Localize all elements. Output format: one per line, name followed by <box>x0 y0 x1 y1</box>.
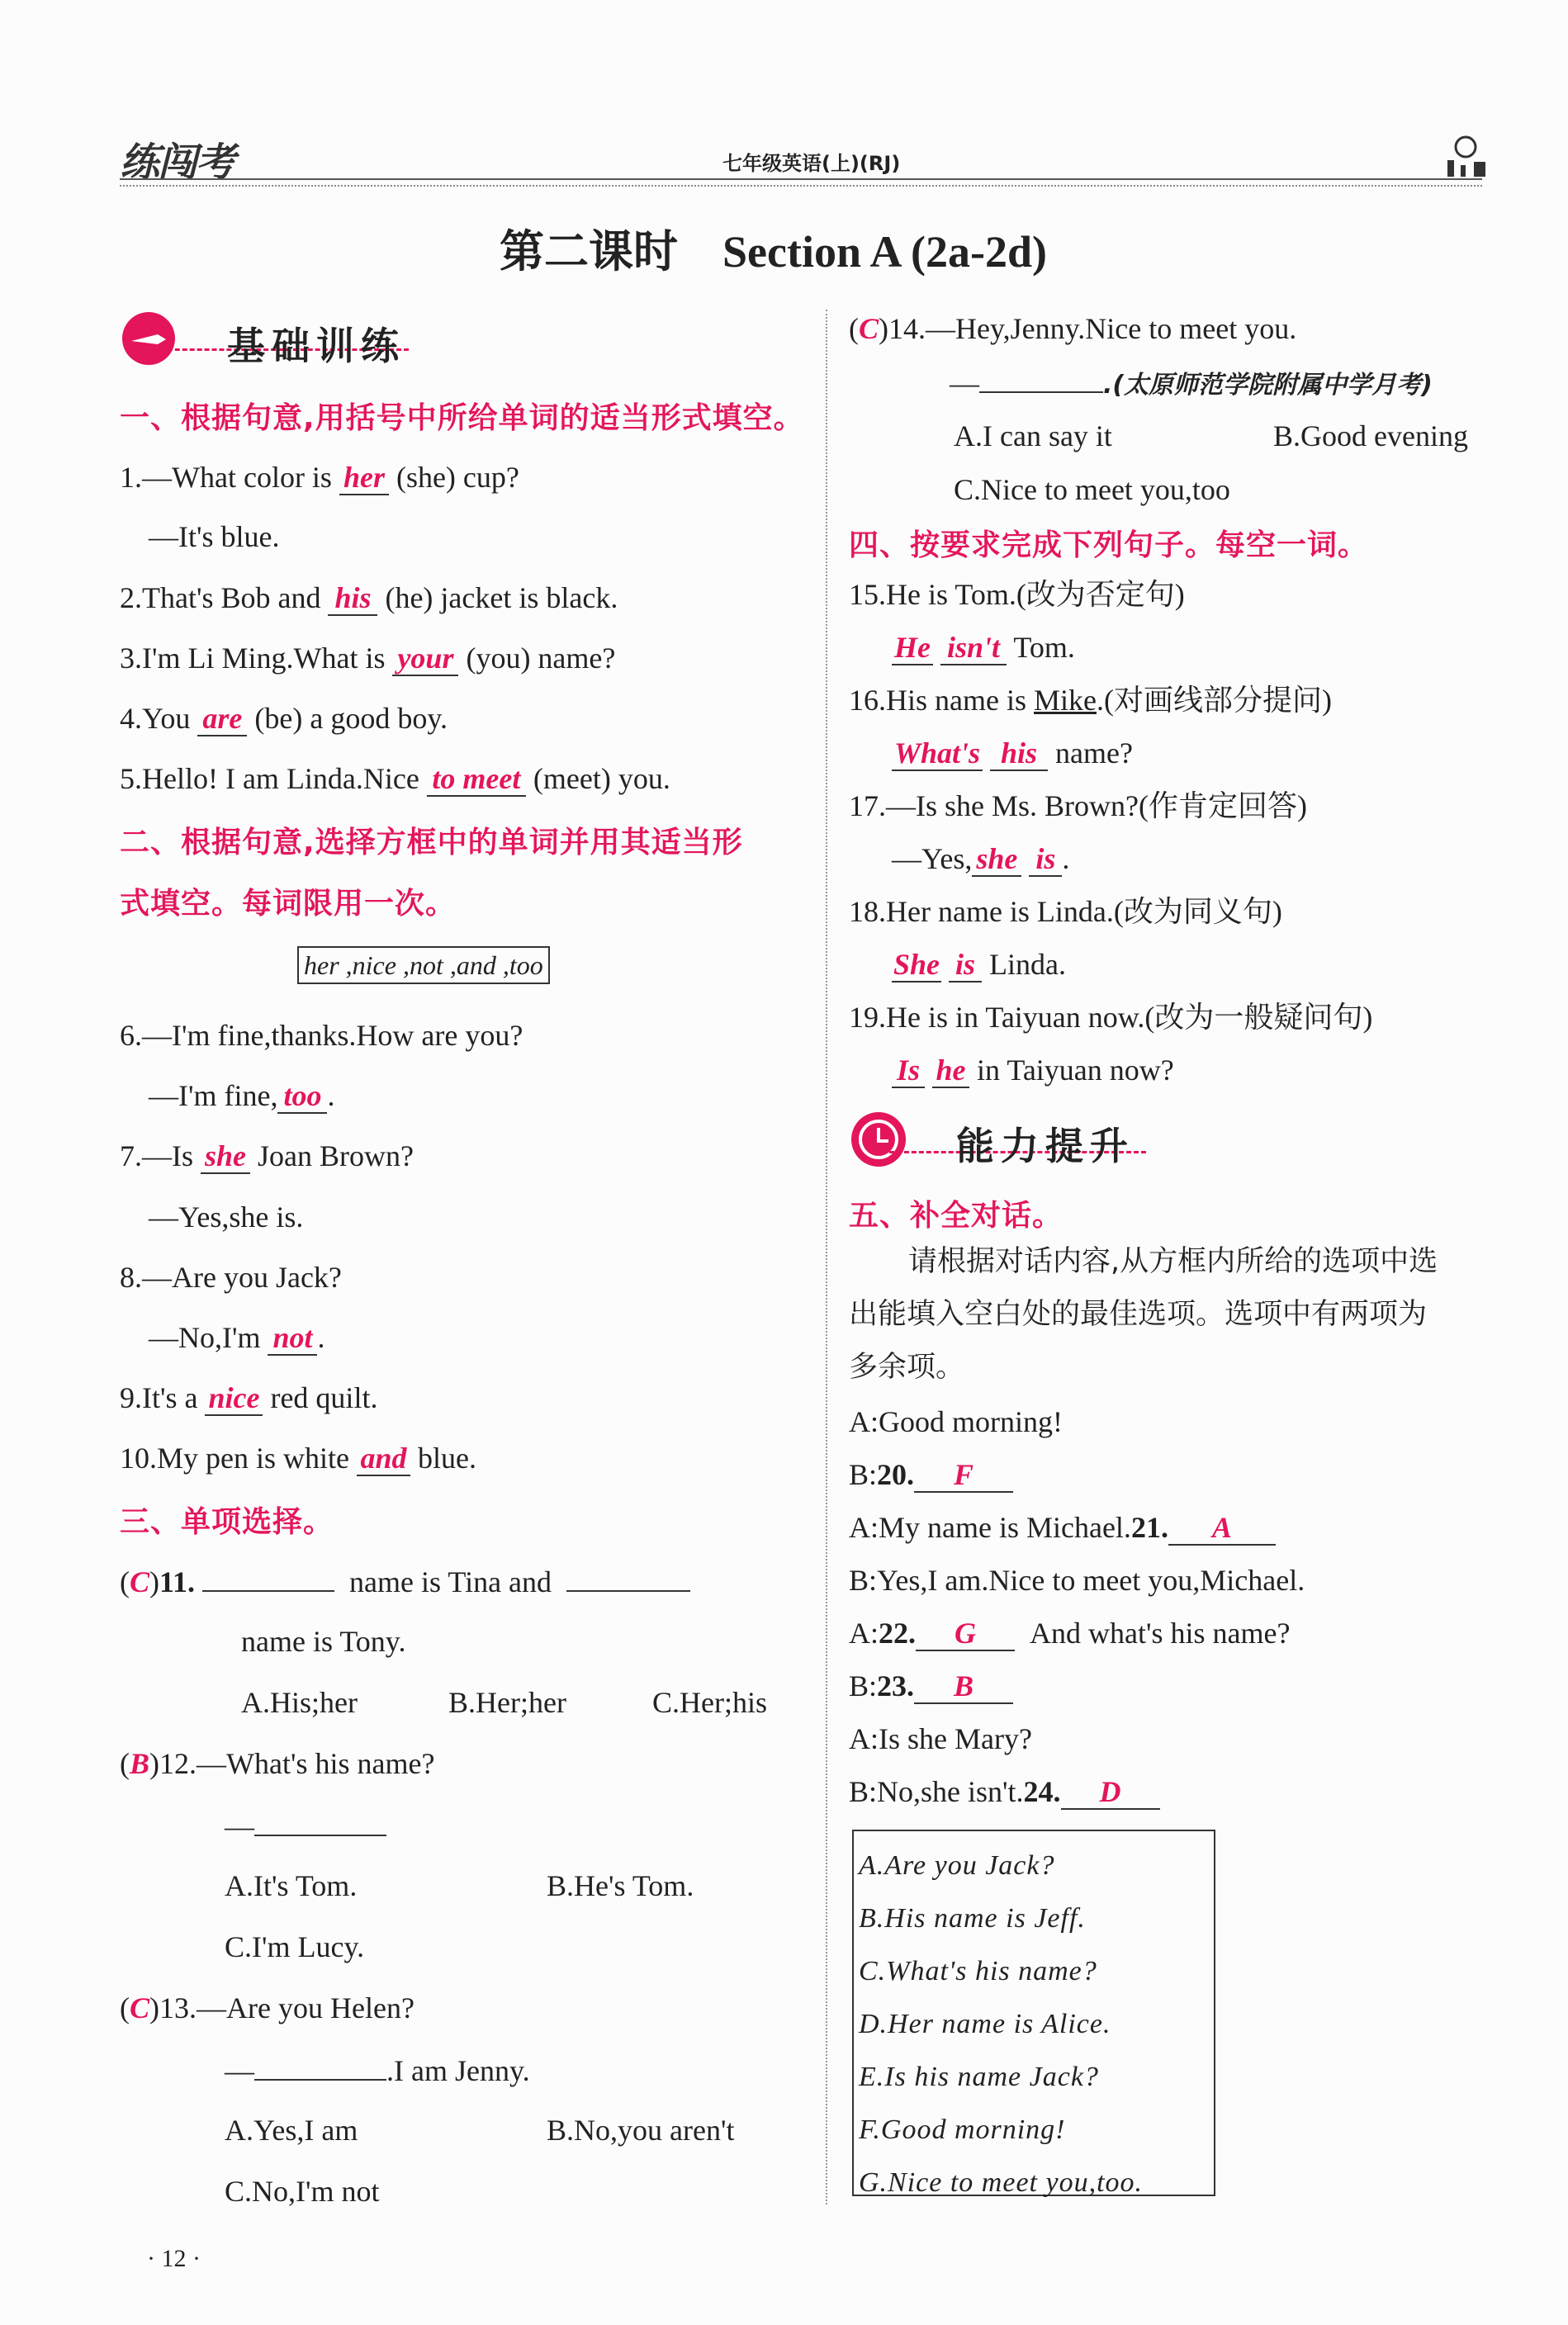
part5-desc-1: 请根据对话内容,从方框内所给的选项中选 <box>908 1245 1438 1278</box>
q15-stem: 15.He is Tom.(改为否定句) <box>849 578 1185 611</box>
answer: He <box>894 631 931 664</box>
q10-line: 10.My pen is white and blue. <box>120 1442 476 1475</box>
dialog-line-4: B:Yes,I am.Nice to meet you,Michael. <box>849 1564 1305 1597</box>
q15-answer-line: He isn't Tom. <box>892 629 1075 665</box>
dialog-line-2: B:20. F <box>849 1456 1013 1493</box>
part2-instruction-1: 二、根据句意,选择方框中的单词并用其适当形 <box>120 826 743 859</box>
option-g: G.Nice to meet you,too. <box>859 2167 1144 2198</box>
q12-reply: — <box>225 1806 386 1844</box>
dialog-line-7: A:Is she Mary? <box>849 1722 1032 1755</box>
part1-instruction: 一、根据句意,用括号中所给单词的适当形式填空。 <box>120 401 804 435</box>
q3-line: 3.I'm Li Ming.What is your (you) name? <box>120 642 616 675</box>
q11-opt-c: C.Her;his <box>652 1686 767 1719</box>
answer: her <box>343 461 385 494</box>
answer: she <box>204 1139 246 1172</box>
header-ornament-icon <box>1441 132 1490 178</box>
q18-answer-line: She is Linda. <box>893 948 1066 981</box>
q17-stem: 17.—Is she Ms. Brown?(作肯定回答) <box>849 789 1307 822</box>
answer: not <box>272 1321 313 1354</box>
q12-opt-c: C.I'm Lucy. <box>225 1930 365 1963</box>
answer: and <box>360 1442 407 1475</box>
part2-instruction-2: 式填空。每词限用一次。 <box>120 887 457 921</box>
section-heading: 能力提升 <box>956 1124 1135 1168</box>
answer: D <box>1099 1775 1121 1808</box>
q11-line2: name is Tony. <box>241 1625 406 1658</box>
choice-answer: C <box>130 1991 150 2024</box>
q14-opt-c: C.Nice to meet you,too <box>954 473 1230 506</box>
q14-opt-a: A.I can say it <box>954 419 1112 452</box>
q8-reply: —No,I'm not . <box>149 1321 325 1354</box>
dialog-line-3: A:My name is Michael.21. A <box>849 1509 1276 1546</box>
page-number: · 12 · <box>147 2245 201 2272</box>
choice-answer: B <box>130 1747 150 1780</box>
q12-opt-a: A.It's Tom. <box>225 1869 358 1902</box>
q14-reply: — .(太原师范学院附属中学月考) <box>950 363 1433 404</box>
answer: nice <box>208 1381 260 1414</box>
q7-line: 7.—Is she Joan Brown? <box>120 1139 414 1172</box>
q4-line: 4.You are (be) a good boy. <box>120 702 448 735</box>
answer: is <box>1035 842 1056 875</box>
q11-line: (C)11. name is Tina and <box>120 1562 690 1600</box>
q17-answer-line: —Yes, she is . <box>892 842 1070 875</box>
q19-answer-line: Is he in Taiyuan now? <box>892 1052 1174 1088</box>
q13-opt-b: B.No,you aren't <box>547 2114 735 2147</box>
dialog-line-1: A:Good morning! <box>849 1405 1063 1438</box>
lesson-title: 第二课时 Section A (2a-2d) <box>500 227 1048 277</box>
q14-opt-b: B.Good evening <box>1273 419 1468 452</box>
dialog-line-5: A:22. G And what's his name? <box>849 1617 1291 1650</box>
q11-opt-b: B.Her;her <box>448 1686 566 1719</box>
q13-reply: — .I am Jenny. <box>225 2051 530 2089</box>
section-heading: 基础训练 <box>227 324 405 368</box>
option-a: A.Are you Jack? <box>859 1850 1055 1881</box>
answer: to meet <box>432 762 521 795</box>
answer: he <box>936 1054 966 1087</box>
choice-answer: C <box>859 312 879 345</box>
q13-line: (C)13.—Are you Helen? <box>120 1991 415 2024</box>
answer: is <box>955 948 975 981</box>
answer: A <box>1211 1511 1232 1544</box>
answer: isn't <box>946 631 1001 664</box>
q5-line: 5.Hello! I am Linda.Nice to meet (meet) you. <box>120 762 670 795</box>
q14-line: (C)14.—Hey,Jenny.Nice to meet you. <box>849 312 1297 345</box>
q1-reply: —It's blue. <box>149 520 280 553</box>
ability-up-banner <box>849 1110 1311 1169</box>
pencil-icon <box>120 310 186 367</box>
answer: too <box>283 1079 322 1112</box>
q13-opt-c: C.No,I'm not <box>225 2175 380 2208</box>
q19-stem: 19.He is in Taiyuan now.(改为一般疑问句) <box>849 1001 1373 1034</box>
option-d: D.Her name is Alice. <box>859 2009 1111 2039</box>
answer: she <box>976 842 1018 875</box>
word-box: her ,nice ,not ,and ,too <box>297 946 550 984</box>
option-f: F.Good morning! <box>859 2114 1066 2145</box>
q6-reply: —I'm fine, too . <box>149 1079 335 1112</box>
q2-line: 2.That's Bob and his (he) jacket is black. <box>120 581 618 614</box>
answer: are <box>202 702 243 735</box>
part4-instruction: 四、按要求完成下列句子。每空一词。 <box>849 528 1369 562</box>
answer: your <box>397 642 454 675</box>
answer: B <box>954 1669 974 1702</box>
options-box <box>852 1830 1215 2196</box>
brand-logo: 练闯考 <box>120 140 234 186</box>
part5-desc-2: 出能填入空白处的最佳选项。选项中有两项为 <box>849 1298 1428 1331</box>
answer: What's <box>893 736 981 769</box>
column-divider <box>826 310 827 2204</box>
dialog-line-6: B:23. B <box>849 1668 1013 1704</box>
dialog-line-8: B:No,she isn't.24. D <box>849 1773 1160 1810</box>
option-e: E.Is his name Jack? <box>859 2062 1099 2092</box>
q1-line: 1.—What color is her (she) cup? <box>120 461 519 494</box>
q6-line: 6.—I'm fine,thanks.How are you? <box>120 1019 523 1052</box>
q16-stem: 16.His name is Mike.(对画线部分提问) <box>849 684 1332 717</box>
part5-desc-3: 多余项。 <box>849 1351 965 1384</box>
q8-line: 8.—Are you Jack? <box>120 1261 342 1294</box>
answer: his <box>1000 736 1038 769</box>
q12-opt-b: B.He's Tom. <box>547 1869 694 1902</box>
answer: his <box>334 581 372 614</box>
part3-instruction: 三、单项选择。 <box>120 1505 334 1539</box>
book-title: 七年级英语(上)(RJ) <box>722 152 901 175</box>
q13-opt-a: A.Yes,I am <box>225 2114 358 2147</box>
clock-icon <box>849 1110 915 1169</box>
q7-reply: —Yes,she is. <box>149 1200 304 1234</box>
choice-answer: C <box>130 1565 150 1598</box>
q18-stem: 18.Her name is Linda.(改为同义句) <box>849 895 1282 928</box>
option-c: C.What's his name? <box>859 1956 1097 1986</box>
answer: She <box>893 948 940 981</box>
basic-training-banner <box>120 310 566 367</box>
option-b: B.His name is Jeff. <box>859 1903 1086 1934</box>
header-rule <box>120 178 1482 187</box>
answer: F <box>954 1458 974 1491</box>
q9-line: 9.It's a nice red quilt. <box>120 1381 378 1414</box>
answer: G <box>955 1617 976 1650</box>
q11-opt-a: A.His;her <box>241 1686 358 1719</box>
q16-answer-line: What's his name? <box>892 735 1133 771</box>
q12-line: (B)12.—What's his name? <box>120 1747 435 1780</box>
part5-instruction: 五、补全对话。 <box>849 1199 1063 1233</box>
answer: Is <box>896 1054 921 1087</box>
